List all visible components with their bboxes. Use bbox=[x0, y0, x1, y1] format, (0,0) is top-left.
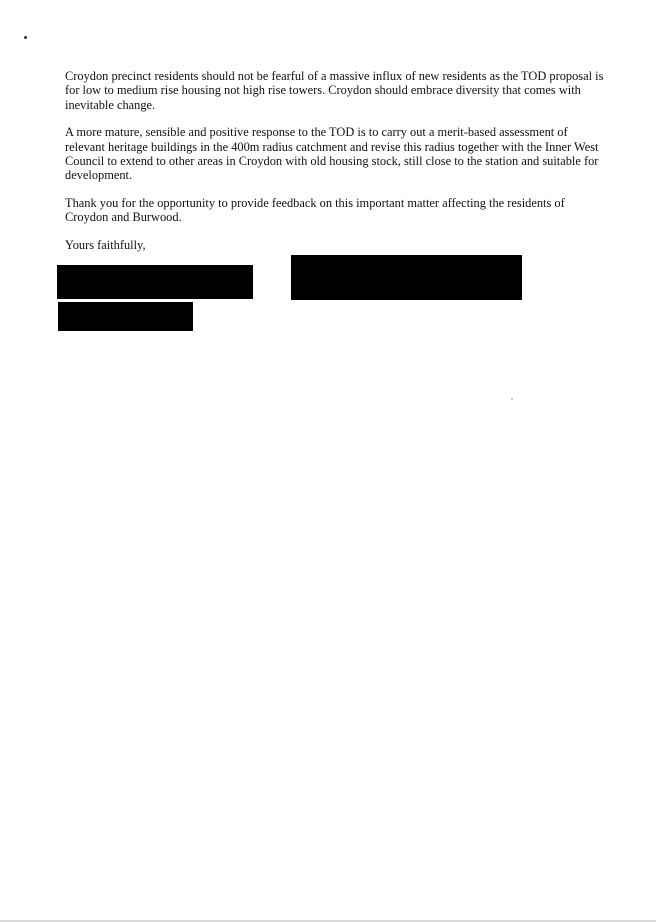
letter-body bbox=[65, 69, 605, 265]
paragraph-thanks: Thank you for the opportunity to provide feedback on this important matter affecting the residents of Croydon and Burwood. bbox=[65, 195, 565, 225]
closing-salutation: Yours faithfully, bbox=[65, 237, 146, 252]
scan-speck bbox=[511, 398, 513, 400]
redacted-signature-block bbox=[291, 255, 522, 300]
scan-speck bbox=[24, 36, 27, 39]
paragraph-heritage-assessment: A more mature, sensible and positive response to the TOD is to carry out a merit-based assessment of relevant heritage buildings in the 400m radius catchment and revise this radius together with the Inner West Council to extend to other areas in Croydon with old housing stock, still close to the station and suitable for development. bbox=[65, 125, 599, 183]
redacted-name-block bbox=[58, 302, 193, 331]
redacted-signature-block bbox=[57, 265, 253, 299]
paragraph-diversity: Croydon precinct residents should not be fearful of a massive influx of new residents as the TOD proposal is for low to medium rise housing not high rise towers. Croydon should embrace diversity that comes with inevitable change. bbox=[65, 69, 604, 112]
